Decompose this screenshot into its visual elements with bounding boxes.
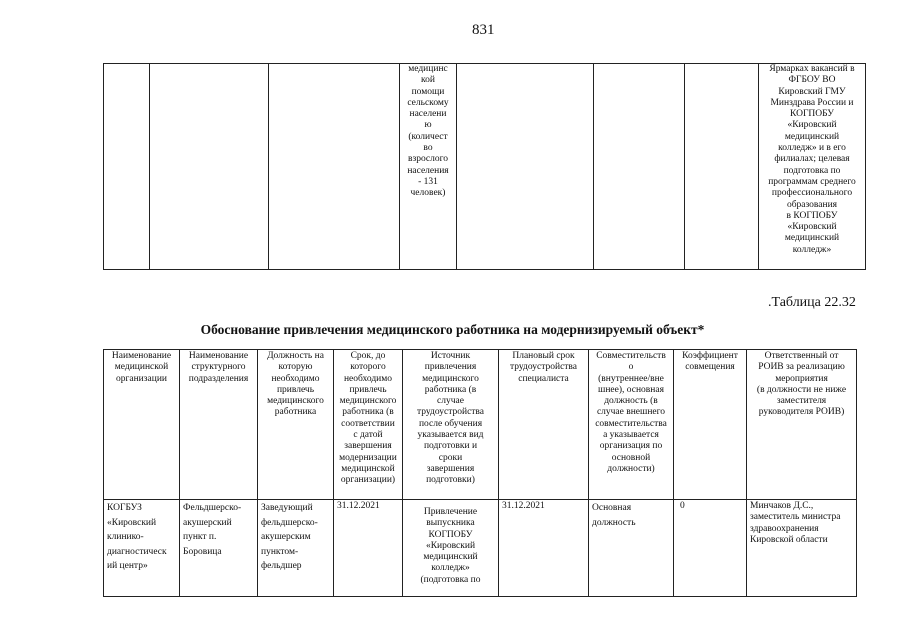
- column-header: Коэффициент совмещения: [674, 350, 747, 500]
- table-cell: [269, 64, 400, 270]
- cell-text: медицинс кой помощи сельскому населени ю (количест во взрослого населения - 131 человек): [407, 64, 449, 199]
- table-cell: КОГБУЗ «Кировский клинико- диагностическ ий центр»: [104, 500, 180, 597]
- column-header: Должность на которую необходимо привлечь медицинского работника: [258, 350, 334, 500]
- table-cell: [685, 64, 759, 270]
- column-header: Наименование структурного подразделения: [180, 350, 258, 500]
- table-cell: [400, 64, 457, 270]
- table-title: Обоснование привлечения медицинского работника на модернизируемый объект*: [200, 322, 705, 337]
- table-cell: 0: [674, 500, 747, 597]
- table-cell: Привлечение выпускника КОГПОБУ «Кировский медицинский колледж» (подготовка по: [403, 500, 499, 597]
- column-header: Ответственный от РОИВ за реализацию мероприятия (в должности не ниже заместителя руководителя РОИВ): [747, 350, 857, 500]
- table-cell: [150, 64, 269, 270]
- header-row: [104, 350, 857, 500]
- page-number: 831: [472, 22, 495, 38]
- column-header: Плановый срок трудоустройства специалиста: [499, 350, 589, 500]
- table-cell: Минчаков Д.С., заместитель министра здравоохранения Кировской области: [747, 500, 857, 597]
- table-cell: [594, 64, 685, 270]
- column-header: Наименование медицинской организации: [104, 350, 180, 500]
- column-header: Срок, до которого необходимо привлечь медицинского работника (в соответствии с датой завершения модернизации медицинской организации): [334, 350, 403, 500]
- table-cell: [457, 64, 594, 270]
- table-cell: 31.12.2021: [499, 500, 589, 597]
- table-cell: Заведующий фельдшерско- акушерским пунктом- фельдшер: [258, 500, 334, 597]
- continued-table: [103, 63, 866, 270]
- column-header: Совместительств о (внутреннее/вне шнее), основная должность (в случае внешнего совместительства а указывается организация по основной должности): [589, 350, 674, 500]
- table-cell: Основная должность: [589, 500, 674, 597]
- table-row: [104, 500, 857, 597]
- table-cell: [759, 64, 866, 270]
- table-cell: 31.12.2021: [334, 500, 403, 597]
- continued-table-row: [104, 64, 866, 270]
- main-table: [103, 349, 857, 597]
- column-header: Источник привлечения медицинского работника (в случае трудоустройства после обучения указывается вид подготовки и сроки завершения подготовки): [403, 350, 499, 500]
- cell-text: Ярмарках вакансий в ФГБОУ ВО Кировский ГМУ Минздрава России и КОГПОБУ «Кировский медицинский колледж» и в его филиалах; целевая подготовка по программам среднего профессионального образования в КОГПОБУ «Кировский медицинский колледж»: [768, 64, 856, 255]
- table-cell: [104, 64, 150, 270]
- table-cell: Фельдшерско- акушерский пункт п. Боровица: [180, 500, 258, 597]
- table-number: .Таблица 22.32: [768, 295, 856, 310]
